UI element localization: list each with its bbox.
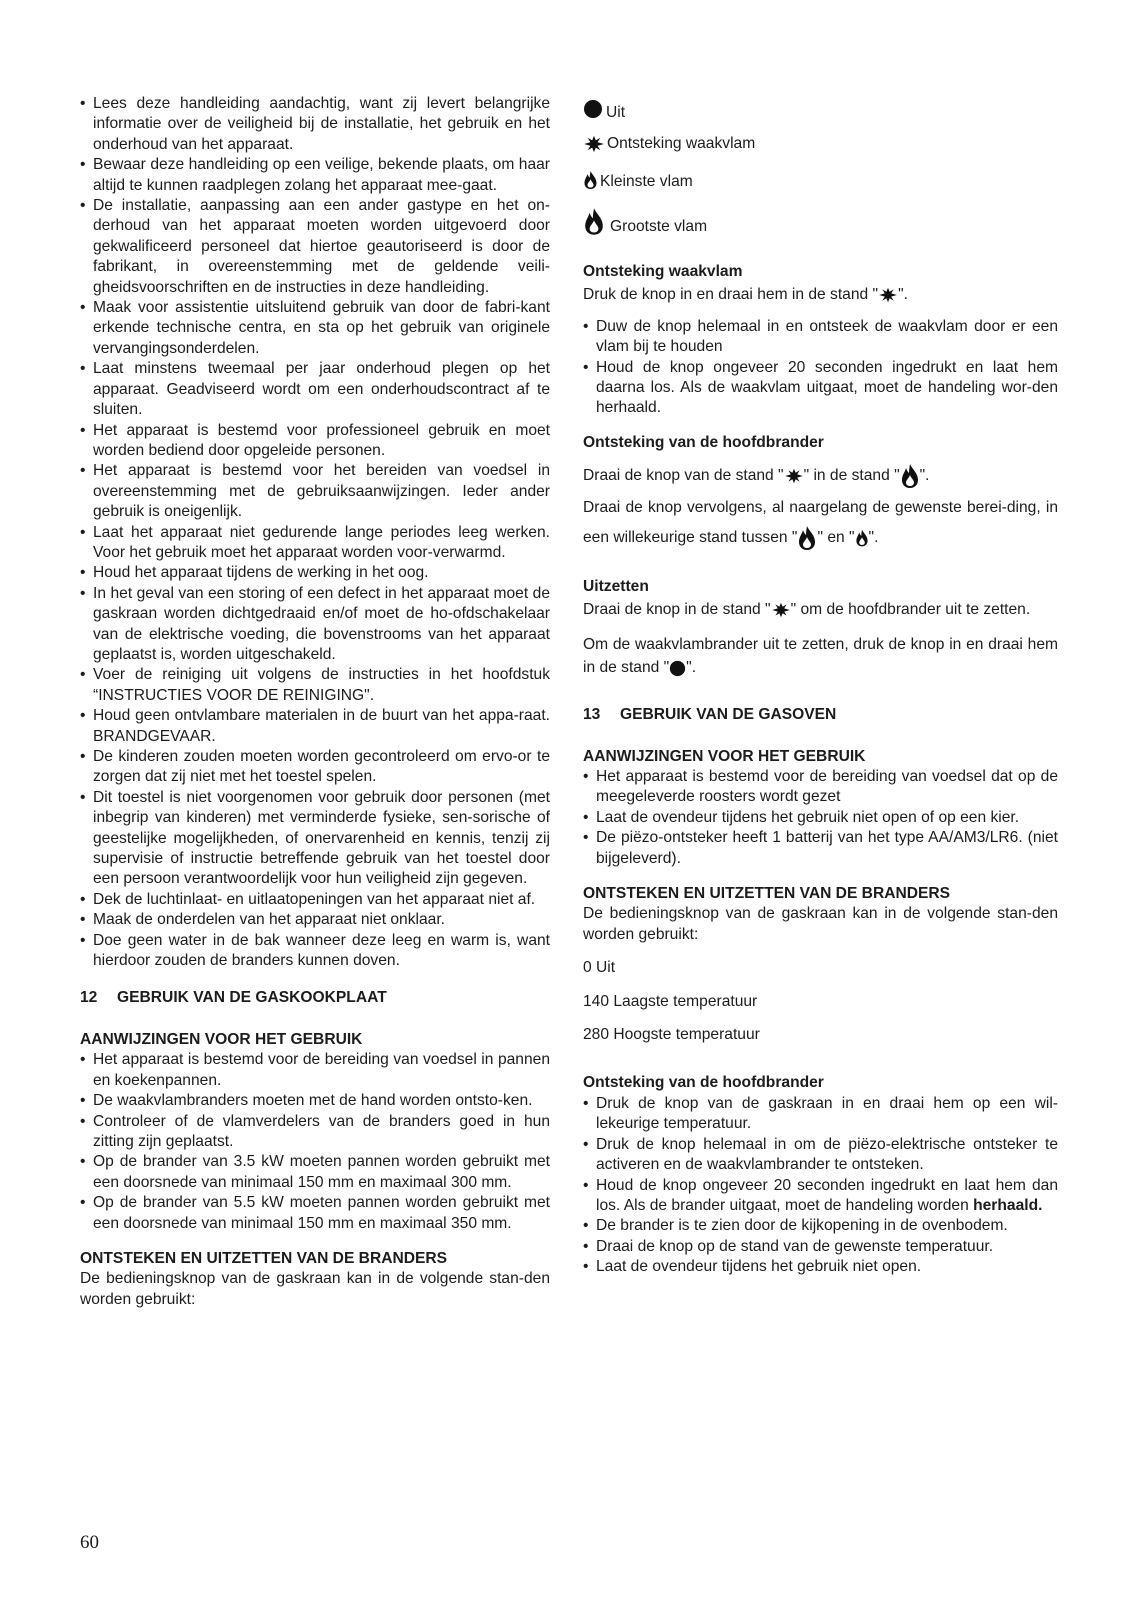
list-item: • Houd het apparaat tijdens de werking in het oog. <box>80 563 550 583</box>
text-part: Draai de knop van de stand " <box>583 467 784 485</box>
list-item: • Voer de reiniging uit volgens de instructies in het hoofdstuk “INSTRUCTIES VOOR DE REINIGING". <box>80 665 550 706</box>
list-item: • Draai de knop op de stand van de gewenste temperatuur. <box>583 1237 1058 1257</box>
list-item: • Doe geen water in de bak wanneer deze leeg en warm is, want hierdoor zouden de branders kunnen doven. <box>80 931 550 972</box>
list-item: • Druk de knop helemaal in om de piëzo-elektrische ontsteker te activeren en de waakvlambrander te ontsteken. <box>583 1135 1058 1176</box>
right-column <box>583 94 1058 1278</box>
position-label: Kleinste vlam <box>600 172 693 190</box>
pilot-spark-icon <box>784 468 804 484</box>
list-item: • Op de brander van 5.5 kW moeten pannen worden gebruikt met een doorsnede van minimaal 150 mm en maximaal 350 mm. <box>80 1193 550 1234</box>
section-12-heading <box>80 988 550 1008</box>
off-dot-icon <box>583 99 603 119</box>
text-part: Om de waakvlambrander uit te zetten, druk de knop in en draai hem in de stand " <box>583 636 1058 677</box>
list-item: • Maak de onderdelen van het apparaat niet onklaar. <box>80 910 550 930</box>
text-part: ". <box>686 659 697 677</box>
list-item: • Houd geen ontvlambare materialen in de buurt van het appa-raat. BRANDGEVAAR. <box>80 706 550 747</box>
large-flame-icon <box>797 525 817 551</box>
large-flame-icon <box>583 207 605 236</box>
section-13-heading <box>583 705 1058 725</box>
switch-off-text-2 <box>583 633 1058 679</box>
list-item: • Bewaar deze handleiding op een veilige, bekende plaats, om haar altijd te kunnen raadplegen zolang het apparaat mee-gaat. <box>80 155 550 196</box>
list-item: • Houd de knop ongeveer 20 seconden ingedrukt en laat hem daarna los. Als de waakvlam uitgaat, moet de handeling wor-den herhaald. <box>583 358 1058 419</box>
pilot-spark-icon <box>878 287 898 303</box>
switch-off-heading: Uitzetten <box>583 578 649 596</box>
list-item: • Laat de ovendeur tijdens het gebruik niet open. <box>583 1257 1058 1277</box>
pilot-spark-icon <box>771 602 791 618</box>
ignition-heading: ONTSTEKEN EN UITZETTEN VAN DE BRANDERS <box>80 1249 448 1267</box>
text-part: " en " <box>817 529 855 547</box>
oven-burner-list <box>583 1094 1058 1278</box>
list-item: • De waakvlambranders moeten met de hand worden ontsto-ken. <box>80 1091 550 1111</box>
text-part: Draai de knop vervolgens, al naargelang de gewenste berei-ding, in een willekeurige stand tussen " <box>583 499 1058 547</box>
switch-off-text-1 <box>583 600 1058 620</box>
position-large-flame <box>583 201 1058 241</box>
list-item: • Laat minstens tweemaal per jaar onderhoud plegen op het apparaat. Geadviseerd wordt om een onderhoudscontract af te sluiten. <box>80 359 550 420</box>
list-item: • Controleer of de vlamverdelers van de branders goed in hun zitting zijn geplaatst. <box>80 1112 550 1153</box>
list-item: • Laat het apparaat niet gedurende lange periodes leeg werken. Voor het gebruik moet het apparaat worden voor-verwarmd. <box>80 523 550 564</box>
pilot-list <box>583 317 1058 419</box>
main-burner-heading: Ontsteking van de hoofdbrander <box>583 433 824 451</box>
usage-list <box>80 1050 550 1234</box>
list-item: • Het apparaat is bestemd voor de bereiding van voedsel dat op de meegeleverde roosters wordt gezet <box>583 767 1058 808</box>
text-part: Draai de knop in de stand " <box>583 600 771 618</box>
text-part: ". <box>868 529 879 547</box>
list-item: • Lees deze handleiding aandachtig, want zij levert belangrijke informatie over de veiligheid bij de installatie, het gebruik en het onderhoud van het apparaat. <box>80 94 550 155</box>
section-title: GEBRUIK VAN DE GASOVEN <box>620 706 837 724</box>
list-item: • Dek de luchtinlaat- en uitlaatopeningen van het apparaat niet af. <box>80 890 550 910</box>
section-title: GEBRUIK VAN DE GASKOOKPLAAT <box>117 989 387 1007</box>
list-item: • De brander is te zien door de kijkopening in de ovenbodem. <box>583 1216 1058 1236</box>
list-item: • Laat de ovendeur tijdens het gebruik niet open of op een kier. <box>583 808 1058 828</box>
oven-usage-heading: AANWIJZINGEN VOOR HET GEBRUIK <box>583 747 866 765</box>
text-part: Houd de knop ongeveer 20 seconden ingedrukt en laat hem dan los. Als de brander uitgaat, moet de handeling worden <box>596 1176 1058 1214</box>
list-item: • Maak voor assistentie uitsluitend gebruik van door de fabri-kant erkende technische centra, en sta op het gebruik van originele vervangingsonderdelen. <box>80 298 550 359</box>
text-part: ". <box>898 286 908 304</box>
position-small-flame <box>583 165 1058 195</box>
list-item: • Het apparaat is bestemd voor het bereiden van voedsel in overeenstemming met de gebruiksaanwijzingen. Ieder ander gebruik is oneigenlijk. <box>80 461 550 522</box>
position-off <box>583 94 1058 124</box>
text-part: ". <box>919 467 930 485</box>
text-part: " in de stand " <box>803 467 900 485</box>
list-item: • Op de brander van 3.5 kW moeten pannen worden gebruikt met een doorsnede van minimaal 150 mm en maximaal 300 mm. <box>80 1152 550 1193</box>
section-number: 12 <box>80 989 98 1007</box>
list-item <box>583 1176 1058 1217</box>
section-number: 13 <box>583 706 601 724</box>
position-label: Grootste vlam <box>610 217 708 235</box>
large-flame-icon <box>900 463 920 489</box>
list-item: • Duw de knop helemaal in en ontsteek de waakvlam door er een vlam bij te houden <box>583 317 1058 358</box>
oven-ignition-text: De bedieningsknop van de gaskraan kan in de volgende stan-den worden gebruikt: <box>583 905 1058 943</box>
list-item: • In het geval van een storing of een defect in het apparaat moet de gaskraan worden dichtgedraaid en/of moet de ho-ofdschakelaar van de elektrische voeding, die bovenstrooms van het apparaat geplaatst is, worden uitgeschakeld. <box>80 584 550 666</box>
position-label: Uit <box>606 103 626 121</box>
small-flame-icon <box>855 528 869 548</box>
oven-main-burner-heading: Ontsteking van de hoofdbrander <box>583 1074 824 1092</box>
temperature-item: 140 Laagste temperatuur <box>583 992 758 1010</box>
list-item: • Dit toestel is niet voorgenomen voor gebruik door personen (met inbegrip van kinderen) met verminderde fysieke, sen-sorische of geestelijke mogelijkheden, of onervarenheid en kennis, tenzij zij supervisie of instructie betreffende gebruik van het toestel door een persoon verantwoordelijk voor hun veiligheid zijn gegeven. <box>80 788 550 890</box>
oven-ignition-heading: ONTSTEKEN EN UITZETTEN VAN DE BRANDERS <box>583 885 951 903</box>
main-burner-text-1 <box>583 463 1058 489</box>
bold-text: herhaald. <box>973 1196 1043 1214</box>
main-burner-text-2 <box>583 493 1058 553</box>
list-item: • De installatie, aanpassing aan een ander gastype en het on-derhoud van het apparaat moeten worden uitgevoerd door gekwalificeerd personeel dat hiertoe geautoriseerd is door de fabrikant, in overeenstemming met de geldende veili-gheidsvoorschriften en de instructies in deze handleiding. <box>80 196 550 298</box>
position-pilot <box>583 129 1058 159</box>
left-column <box>80 94 550 1310</box>
page-number: 60 <box>80 1532 99 1553</box>
off-dot-icon <box>669 660 686 677</box>
text-part: " om de hoofdbrander uit te zetten. <box>790 600 1031 618</box>
text-part: Druk de knop in en draai hem in de stand " <box>583 286 879 304</box>
pilot-ignition-heading: Ontsteking waakvlam <box>583 263 743 280</box>
list-item: • De piëzo-ontsteker heeft 1 batterij van het type AA/AM3/LR6. (niet bijgeleverd). <box>583 828 1058 869</box>
oven-usage-list <box>583 767 1058 869</box>
position-label: Ontsteking waakvlam <box>607 134 756 152</box>
temperature-item: 280 Hoogste temperatuur <box>583 1026 760 1044</box>
list-item: • Druk de knop van de gaskraan in en draai hem op een wil-lekeurige temperatuur. <box>583 1094 1058 1135</box>
small-flame-icon <box>583 169 598 191</box>
pilot-spark-icon <box>583 135 605 153</box>
list-item: • De kinderen zouden moeten worden gecontroleerd om ervo-or te zorgen dat zij niet met het toestel spelen. <box>80 747 550 788</box>
temperature-item: 0 Uit <box>583 959 616 977</box>
safety-list <box>80 94 550 971</box>
pilot-ignition-text <box>583 285 1058 305</box>
ignition-text: De bedieningsknop van de gaskraan kan in de volgende stan-den worden gebruikt: <box>80 1270 550 1308</box>
list-item: • Het apparaat is bestemd voor de bereiding van voedsel in pannen en koekenpannen. <box>80 1050 550 1091</box>
list-item: • Het apparaat is bestemd voor professioneel gebruik en moet worden bediend door opgeleide personen. <box>80 421 550 462</box>
usage-instructions-heading: AANWIJZINGEN VOOR HET GEBRUIK <box>80 1030 363 1048</box>
